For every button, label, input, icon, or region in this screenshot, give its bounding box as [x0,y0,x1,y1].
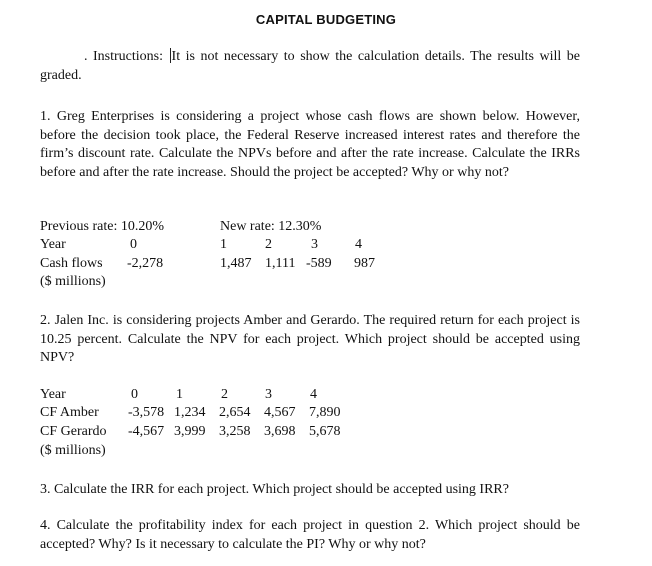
amber-cf-2: 2,654 [219,405,251,420]
q1-cash-flows-label: Cash flows [40,256,103,271]
q2-year-0: 0 [131,387,138,402]
instructions [40,48,580,85]
question-3-text: 3. Calculate the IRR for each project. Which project should be accepted using IRR? [40,482,509,497]
question-4-text: 4. Calculate the profitability index for each project in question 2. Which project should be accepted? Why? Is it necessary to calculate the PI? Why or why not? [40,518,580,552]
cf-amber-label: CF Amber [40,405,99,420]
previous-rate: Previous rate: 10.20% [40,219,165,234]
q1-cf-2: 1,111 [265,256,296,271]
amber-cf-3: 4,567 [264,405,296,420]
gerardo-cf-2: 3,258 [219,424,251,439]
gerardo-cf-0: -4,567 [128,424,165,439]
q1-cf-4: 987 [354,256,375,271]
amber-cf-1: 1,234 [174,405,206,420]
gerardo-cf-4: 5,678 [309,424,341,439]
q1-year-4: 4 [355,237,362,252]
q2-year-1: 1 [176,387,183,402]
new-rate: New rate: 12.30% [220,219,322,234]
q2-units: ($ millions) [40,443,106,458]
gerardo-cf-1: 3,999 [174,424,206,439]
q2-year-2: 2 [221,387,228,402]
instructions-prefix: . Instructions: [84,49,169,64]
q1-year-2: 2 [265,237,272,252]
gerardo-cf-3: 3,698 [264,424,296,439]
q1-year-1: 1 [220,237,227,252]
question-1-text: 1. Greg Enterprises is considering a project whose cash flows are shown below. However, before the decision took place, the Federal Reserve increased interest rates and therefore the firm’s discount rate. Calculate the NPVs before and after the rate increase. Calculate the IRRs before and after the rate increase. Should the project be accepted? Why or why not? [40,109,580,180]
q2-year-4: 4 [310,387,317,402]
amber-cf-4: 7,890 [309,405,341,420]
q1-cf-0: -2,278 [127,256,164,271]
q1-cf-1: 1,487 [220,256,252,271]
q1-year-0: 0 [130,237,137,252]
q1-year-3: 3 [311,237,318,252]
q2-year-3: 3 [265,387,272,402]
q1-year-label: Year [40,237,66,252]
cf-gerardo-label: CF Gerardo [40,424,107,439]
amber-cf-0: -3,578 [128,405,165,420]
instructions-text: It is not necessary to show the calculation details. The results will be graded. [40,49,580,83]
q1-cf-3: -589 [306,256,332,271]
q2-year-label: Year [40,387,66,402]
question-2-text: 2. Jalen Inc. is considering projects Amber and Gerardo. The required return for each project is 10.25 percent. Calculate the NPV for each project. Which project should be accepted using NPV? [40,313,580,365]
document-title: CAPITAL BUDGETING [255,12,397,27]
q1-units: ($ millions) [40,274,106,289]
text-cursor [170,48,171,63]
